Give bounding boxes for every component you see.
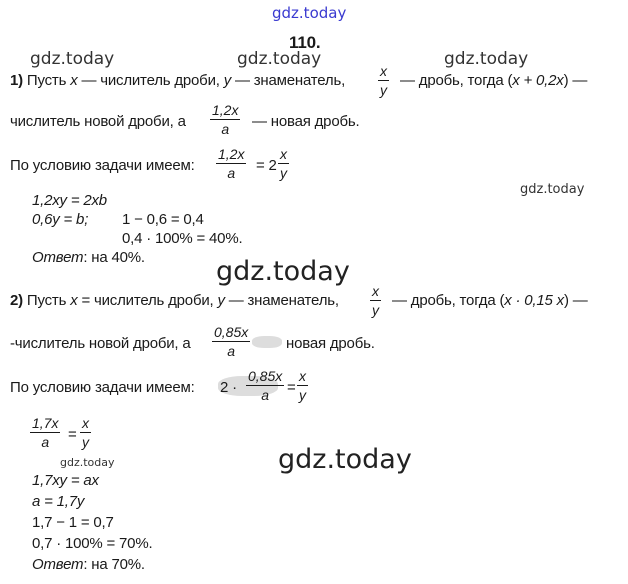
part1-number: 1) xyxy=(10,72,23,89)
answer-value: : на 40%. xyxy=(83,249,145,266)
step: 1 − 0,6 = 0,4 xyxy=(122,211,204,228)
numerator: 0,85x xyxy=(248,368,283,384)
denominator: y xyxy=(82,434,89,450)
var-x: x xyxy=(70,72,78,89)
equals: = xyxy=(287,379,296,396)
fraction-cond xyxy=(246,368,284,403)
var-y: y xyxy=(217,292,225,309)
watermark: gdz.today xyxy=(278,444,412,475)
text: ) — xyxy=(563,72,588,89)
fraction-x-over-y xyxy=(370,283,381,318)
text: — числитель дроби, xyxy=(81,72,220,89)
numerator: 1,2x xyxy=(212,102,239,118)
denominator: y xyxy=(372,302,379,318)
part2-line1-end xyxy=(392,292,588,309)
denominator: y xyxy=(299,387,306,403)
denominator: a xyxy=(261,387,270,403)
text: 2 · xyxy=(220,379,237,396)
fraction-simplified xyxy=(30,415,60,450)
answer-label: Ответ xyxy=(32,556,84,573)
watermark: gdz.today xyxy=(237,49,322,69)
part1-line2: числитель новой дроби, а xyxy=(10,113,186,130)
numerator: x xyxy=(280,146,287,162)
step: 1,2xy = 2xb xyxy=(32,192,107,209)
part2-number: 2) xyxy=(10,292,23,309)
text: — новая дробь. xyxy=(252,113,360,130)
answer-label: Ответ xyxy=(32,249,84,266)
fraction-cond xyxy=(216,146,246,181)
ink-smudge xyxy=(252,336,282,348)
equals: = xyxy=(68,426,77,443)
answer-value: : на 70%. xyxy=(83,556,145,573)
step: 1,7xy = ax xyxy=(32,472,99,489)
numerator: 1,7x xyxy=(32,415,59,431)
fraction-x-over-y xyxy=(297,368,308,403)
watermark: gdz.today xyxy=(30,49,115,69)
denominator: y xyxy=(280,165,287,181)
fraction-x-over-y xyxy=(80,415,91,450)
fraction-x-over-y xyxy=(378,63,389,98)
text: — знаменатель, xyxy=(234,72,346,89)
text: — знаменатель, xyxy=(228,292,339,309)
answer xyxy=(32,249,145,266)
fraction-x-over-y xyxy=(278,146,289,181)
watermark-top: gdz.today xyxy=(272,4,347,22)
watermark: gdz.today xyxy=(216,256,350,287)
var-y: y xyxy=(223,72,231,89)
numerator: x xyxy=(82,415,89,431)
step: 0,7 · 100% = 70%. xyxy=(32,535,153,552)
denominator: a xyxy=(41,434,50,450)
step: 0,4 · 100% = 40%. xyxy=(122,230,243,247)
var-x: x xyxy=(70,292,78,309)
part1-condition: По условию задачи имеем: xyxy=(10,157,195,174)
text: — дробь, тогда ( xyxy=(400,72,513,89)
step: a = 1,7y xyxy=(32,493,85,510)
text: Пусть xyxy=(26,292,67,309)
fraction-new xyxy=(210,102,240,137)
numerator: 1,2x xyxy=(218,146,245,162)
part1-line1 xyxy=(10,72,345,89)
denominator: y xyxy=(380,82,387,98)
denominator: a xyxy=(221,121,230,137)
expression: x + 0,2x xyxy=(512,72,564,89)
numerator: x xyxy=(372,283,379,299)
step: 1,7 − 1 = 0,7 xyxy=(32,514,114,531)
watermark: gdz.today xyxy=(520,182,585,197)
part2-condition: По условию задачи имеем: xyxy=(10,379,195,396)
part2-line1 xyxy=(10,292,339,309)
problem-number: 110. xyxy=(289,33,321,52)
step: 0,6y = b; xyxy=(32,211,89,228)
numerator: x xyxy=(380,63,387,79)
equals: = 2 xyxy=(256,157,277,174)
denominator: a xyxy=(227,343,236,359)
watermark: gdz.today xyxy=(444,49,529,69)
text: ) — xyxy=(563,292,588,309)
numerator: x xyxy=(299,368,306,384)
expression: x · 0,15 x xyxy=(504,292,564,309)
watermark: gdz.today xyxy=(60,456,115,469)
fraction-new xyxy=(212,324,250,359)
numerator: 0,85x xyxy=(214,324,249,340)
denominator: a xyxy=(227,165,236,181)
part2-line2: -числитель новой дроби, а xyxy=(10,335,191,352)
text: — дробь, тогда ( xyxy=(392,292,505,309)
text: новая дробь. xyxy=(286,335,375,352)
text: Пусть xyxy=(26,72,67,89)
part1-line1-end xyxy=(400,72,587,89)
text: = числитель дроби, xyxy=(81,292,214,309)
answer xyxy=(32,556,145,573)
